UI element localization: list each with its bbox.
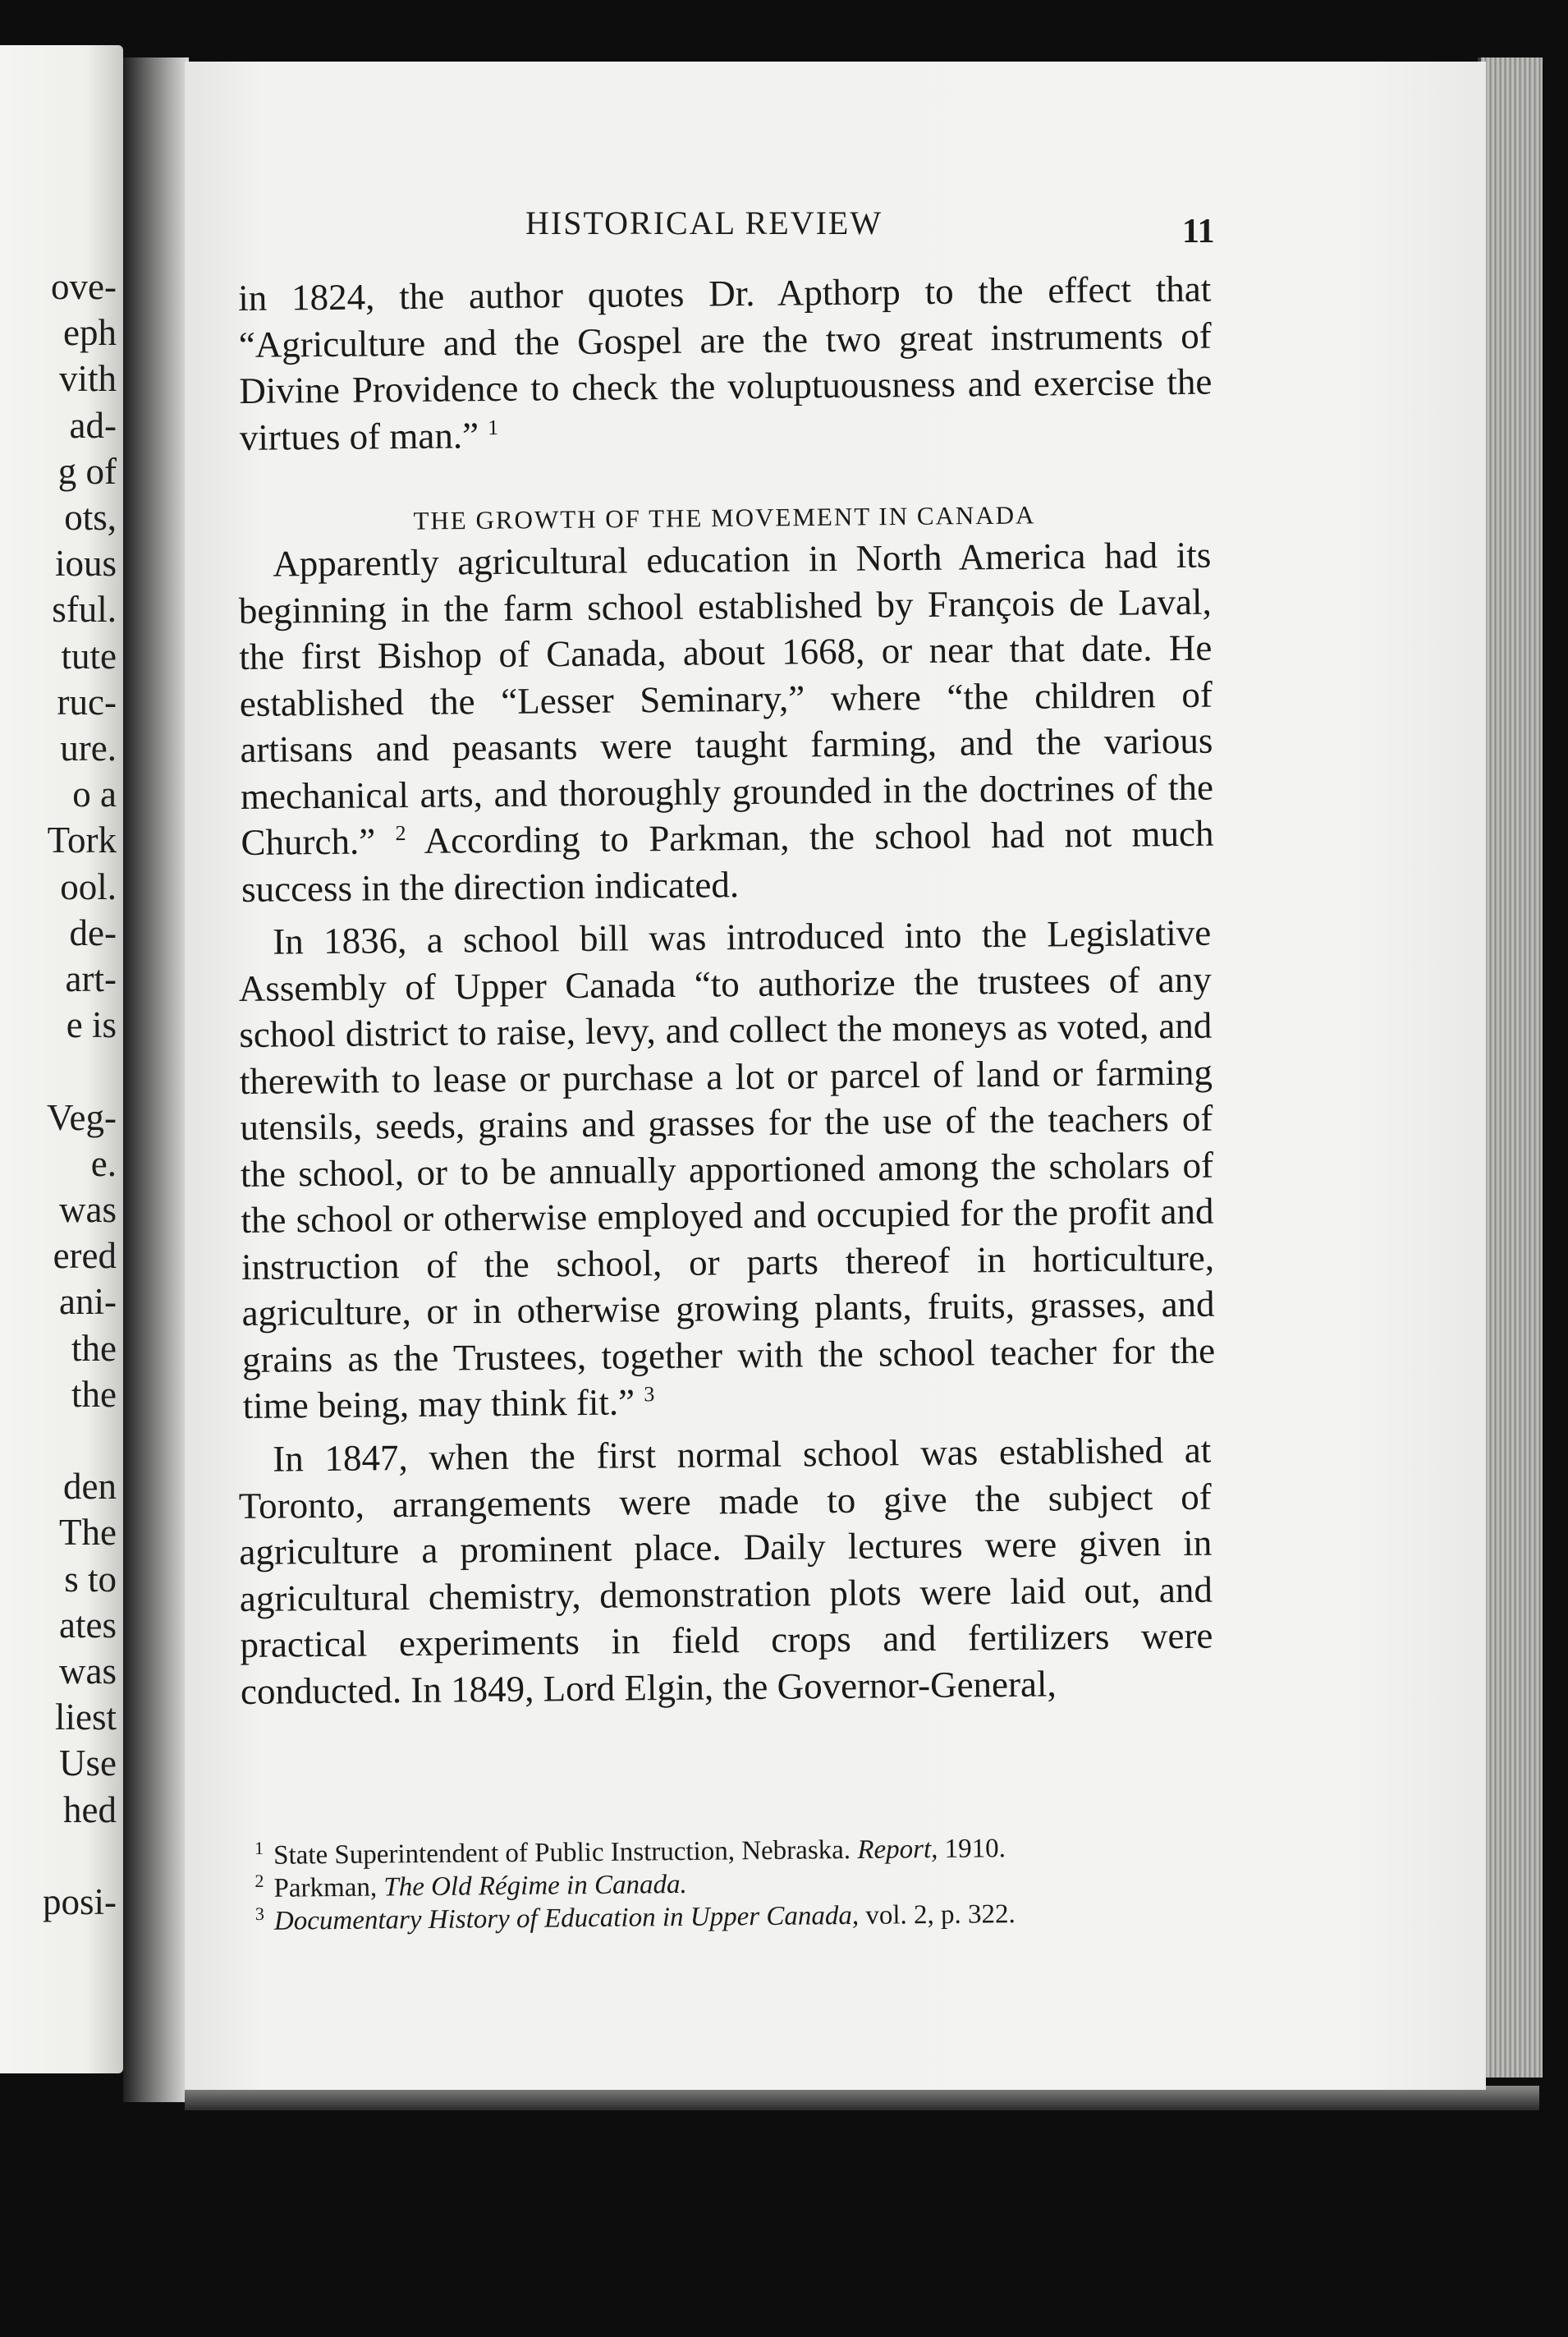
- paragraph-1: in 1824, the author quotes Dr. Apthorp to the effect that “Agriculture and the Gospel are the two great instruments of Divine Providence to check the voluptuousness and exercise the virtues of man.” $^1$: [238, 268, 1213, 458]
- left-page-line: tute: [61, 635, 117, 677]
- left-page-line: hed: [63, 1788, 117, 1830]
- left-page-line: ered: [53, 1235, 117, 1277]
- left-page-line: ious: [54, 543, 117, 585]
- left-page-line: sful.: [52, 589, 117, 631]
- section-heading: THE GROWTH OF THE MOVEMENT IN CANADA: [413, 500, 1036, 535]
- left-page-line: the: [71, 1327, 117, 1369]
- running-head: HISTORICAL REVIEW: [525, 204, 883, 241]
- footnote-3: $^3$ Documentary History of Education in Upper Canada, vol. 2, p. 322.: [254, 1899, 1016, 1936]
- left-page-line: art-: [65, 958, 117, 999]
- left-page-line: ove-: [51, 266, 117, 307]
- left-page-line: Veg-: [47, 1096, 117, 1138]
- left-page-line: ots,: [64, 497, 117, 538]
- page-edges: [1478, 57, 1543, 2078]
- left-page-line: ure.: [60, 728, 117, 769]
- left-page-line: e.: [90, 1142, 117, 1184]
- left-page-line: eph: [63, 312, 117, 354]
- footnote-ref-2: 2: [395, 821, 406, 846]
- left-page-line: Tork: [47, 820, 117, 861]
- footnote-ref-1: 1: [488, 415, 499, 439]
- left-page-line: ad-: [69, 404, 117, 446]
- left-page-line: was: [59, 1651, 117, 1692]
- left-page-line: ates: [59, 1604, 117, 1646]
- left-page-line: o a: [72, 774, 117, 815]
- body-text: [238, 268, 1216, 1715]
- page-number: 11: [1182, 213, 1215, 250]
- left-page-line: den: [63, 1466, 117, 1508]
- left-page-line: the: [71, 1373, 117, 1415]
- left-page-fragment: [0, 45, 123, 2073]
- left-page-line: posi-: [43, 1881, 117, 1922]
- book-gutter: [123, 57, 189, 2102]
- left-page-line: The: [59, 1512, 117, 1554]
- left-page-line: e is: [66, 1004, 117, 1046]
- footnote-1: $^1$ State Superintendent of Public Instruction, Nebraska. Report, 1910.: [254, 1834, 1006, 1871]
- left-page-line: liest: [55, 1697, 117, 1738]
- left-page-line: de-: [69, 911, 117, 953]
- left-page-line: g of: [57, 450, 117, 492]
- left-page-line: was: [59, 1189, 117, 1230]
- left-page-line: ruc-: [57, 681, 117, 723]
- left-page-line: Use: [59, 1742, 117, 1784]
- paragraph-2: Apparently agricultural education in North America had its beginning in the farm school established by François de Laval, the first Bishop of Canada, about 1668, or near that date. He established the “Lesser Seminary,” where “the children of artisans and peasants were taught farming, and the various mechanical arts, and thoroughly grounded in the doctrines of the Church.” $^2$ According to Parkman, the school had not much success in the direction indicated.: [238, 534, 1214, 910]
- paragraph-4: In 1847, when the first normal school was established at Toronto, arrangements were made to give the subject of agriculture a prominent place. Daily lectures were given in agricultural chemistry, demonstration plots were laid out, and practical experiments in field crops and fertilizers were conducted. In 1849, Lord Elgin, the Governor-General,: [238, 1429, 1213, 1711]
- footnotes: [254, 1830, 1216, 1938]
- footnote-ref-3: 3: [644, 1382, 655, 1407]
- left-page-line: vith: [58, 358, 117, 400]
- footnote-2: $^2$ Parkman, The Old Régime in Canada.: [254, 1869, 687, 1903]
- paragraph-3: In 1836, a school bill was introduced into the Legislative Assembly of Upper Canada “to authorize the trustees of any school district to raise, levy, and collect the moneys as voted, and therewith to lease or purchase a lot or parcel of land or farming utensils, seeds, grains and grasses for the use of the teachers of the school, or to be annually apportioned among the scholars of the school or otherwise employed and occupied for the profit and instruction of the school, or parts thereof in horticulture, agriculture, or in otherwise growing plants, fruits, grasses, and grains as the Trustees, together with the school teacher for the time being, may think fit.” $^3$: [238, 911, 1216, 1426]
- left-page-line: ani-: [59, 1281, 117, 1323]
- left-page-line: s to: [64, 1558, 117, 1600]
- left-page-line: ool.: [60, 865, 117, 907]
